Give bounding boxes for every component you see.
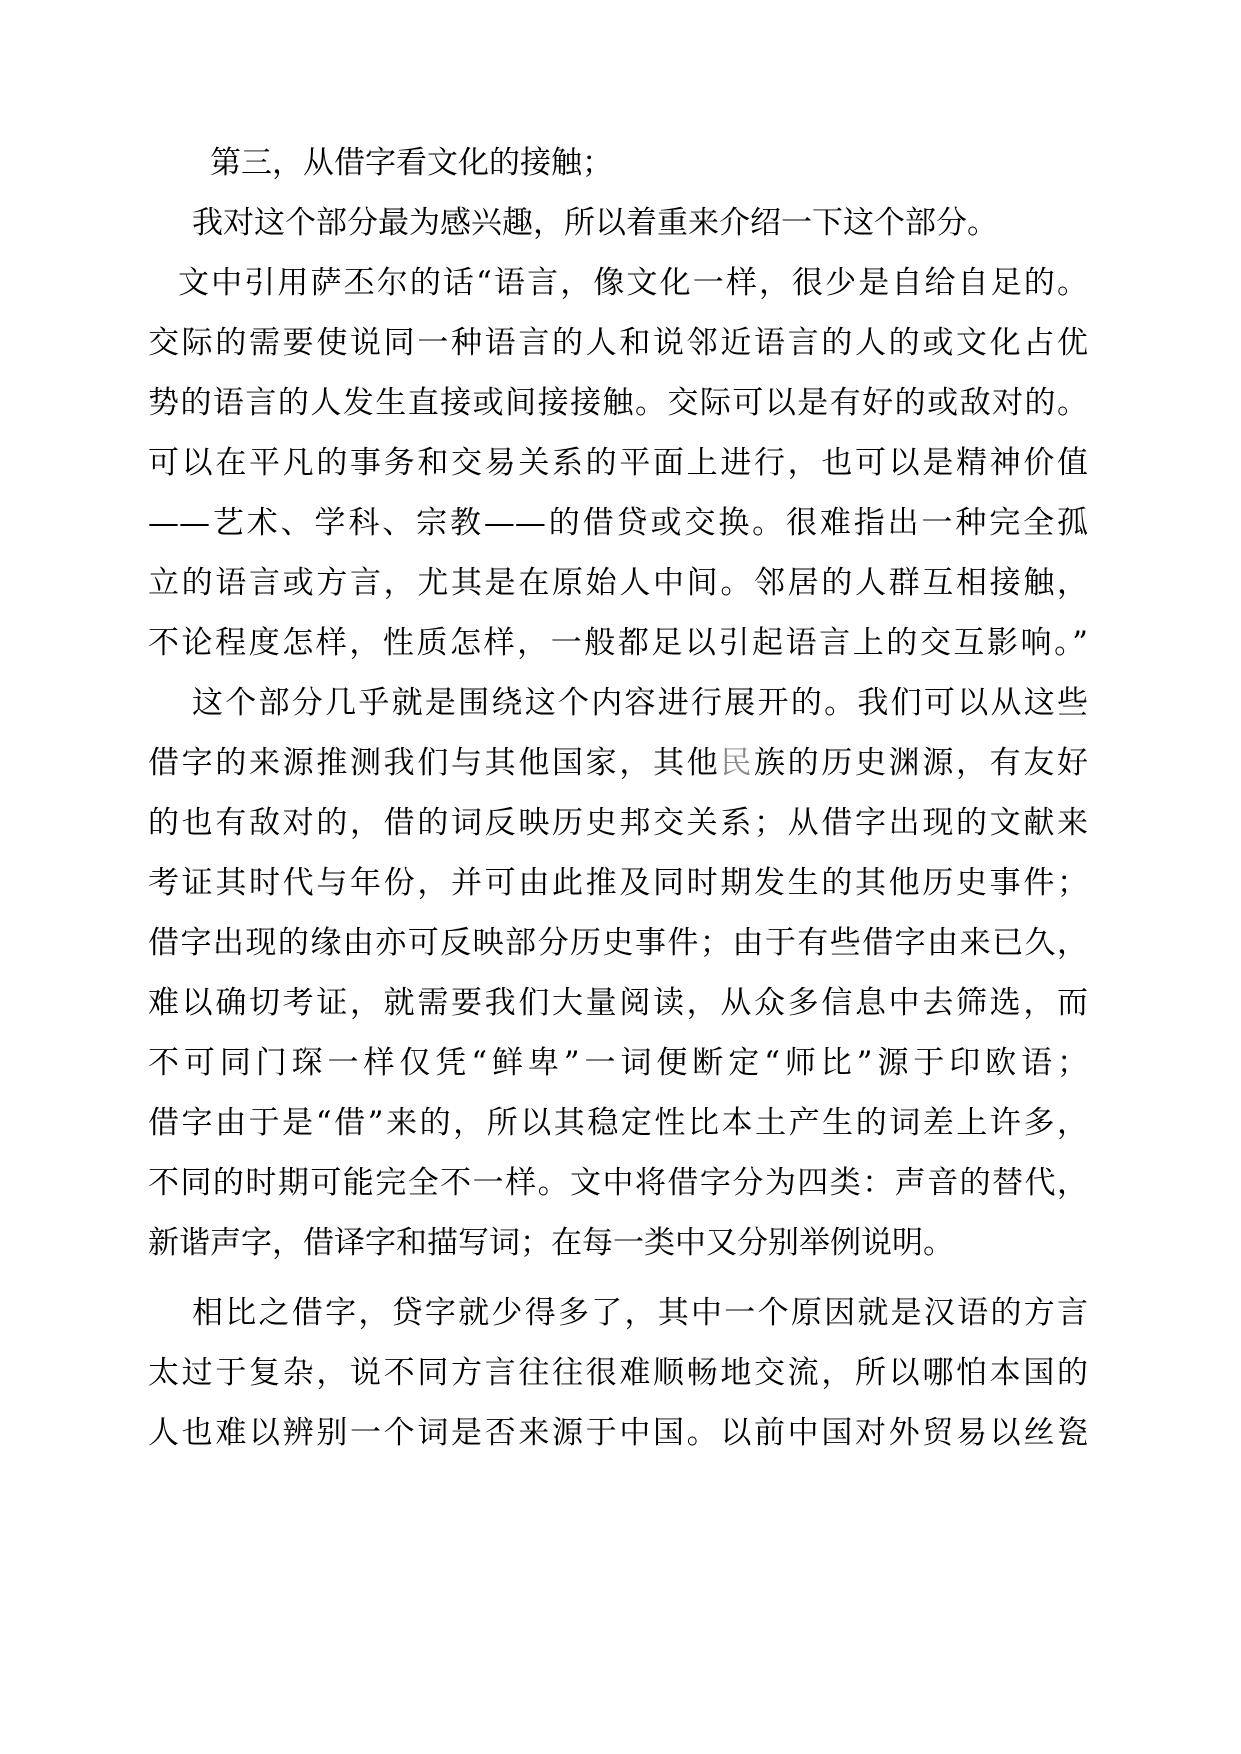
paragraph-line: 借字出现的缘由亦可反映部分历史事件；由于有些借字由来已久， <box>148 925 1088 961</box>
paragraph-line: 势的语言的人发生直接或间接接触。交际可以是有好的或敌对的。 <box>148 385 1088 421</box>
section-heading: 第三，从借字看文化的接触； <box>210 145 613 181</box>
paragraph-line: 的也有敌对的，借的词反映历史邦交关系；从借字出现的文献来 <box>148 805 1088 841</box>
paragraph-line: 相比之借字，贷字就少得多了，其中一个原因就是汉语的方言 <box>192 1295 1088 1331</box>
paragraph-line: 交际的需要使说同一种语言的人和说邻近语言的人的或文化占优 <box>148 325 1088 361</box>
paragraph-line: 这个部分几乎就是围绕这个内容进行展开的。我们可以从这些 <box>192 685 1088 721</box>
paragraph-line: 新谐声字，借译字和描写词；在每一类中又分别举例说明。 <box>148 1225 954 1261</box>
paragraph-line: 考证其时代与年份，并可由此推及同时期发生的其他历史事件； <box>148 865 1088 901</box>
paragraph-line: 可以在平凡的事务和交易关系的平面上进行，也可以是精神价值 <box>148 445 1088 481</box>
paragraph-line: 借字由于是“借”来的，所以其稳定性比本土产生的词差上许多， <box>148 1105 1088 1141</box>
paragraph-line: 不可同门琛一样仅凭“鲜卑”一词便断定“师比”源于印欧语； <box>148 1045 1088 1081</box>
paragraph-line: 太过于复杂，说不同方言往往很难顺畅地交流，所以哪怕本国的 <box>148 1355 1088 1391</box>
faint-character: 民 <box>720 745 755 781</box>
line-text: 族的历史渊源，有友好 <box>754 745 1088 781</box>
paragraph-line: 立的语言或方言，尤其是在原始人中间。邻居的人群互相接触， <box>148 565 1088 601</box>
paragraph-line: 难以确切考证，就需要我们大量阅读，从众多信息中去筛选，而 <box>148 985 1088 1021</box>
paragraph-line: 文中引用萨丕尔的话“语言，像文化一样，很少是自给自足的。 <box>178 265 1088 301</box>
paragraph-line: 人也难以辨别一个词是否来源于中国。以前中国对外贸易以丝瓷 <box>148 1415 1088 1451</box>
paragraph-line: 不论程度怎样，性质怎样，一般都足以引起语言上的交互影响。” <box>148 625 1088 661</box>
paragraph-line: 我对这个部分最为感兴趣，所以着重来介绍一下这个部分。 <box>192 205 998 241</box>
paragraph-line: 不同的时期可能完全不一样。文中将借字分为四类：声音的替代， <box>148 1165 1088 1201</box>
paragraph-line <box>148 733 1088 793</box>
line-text: 借字的来源推测我们与其他国家，其他 <box>148 745 721 781</box>
paragraph-line: ——艺术、学科、宗教——的借贷或交换。很难指出一种完全孤 <box>148 505 1088 541</box>
